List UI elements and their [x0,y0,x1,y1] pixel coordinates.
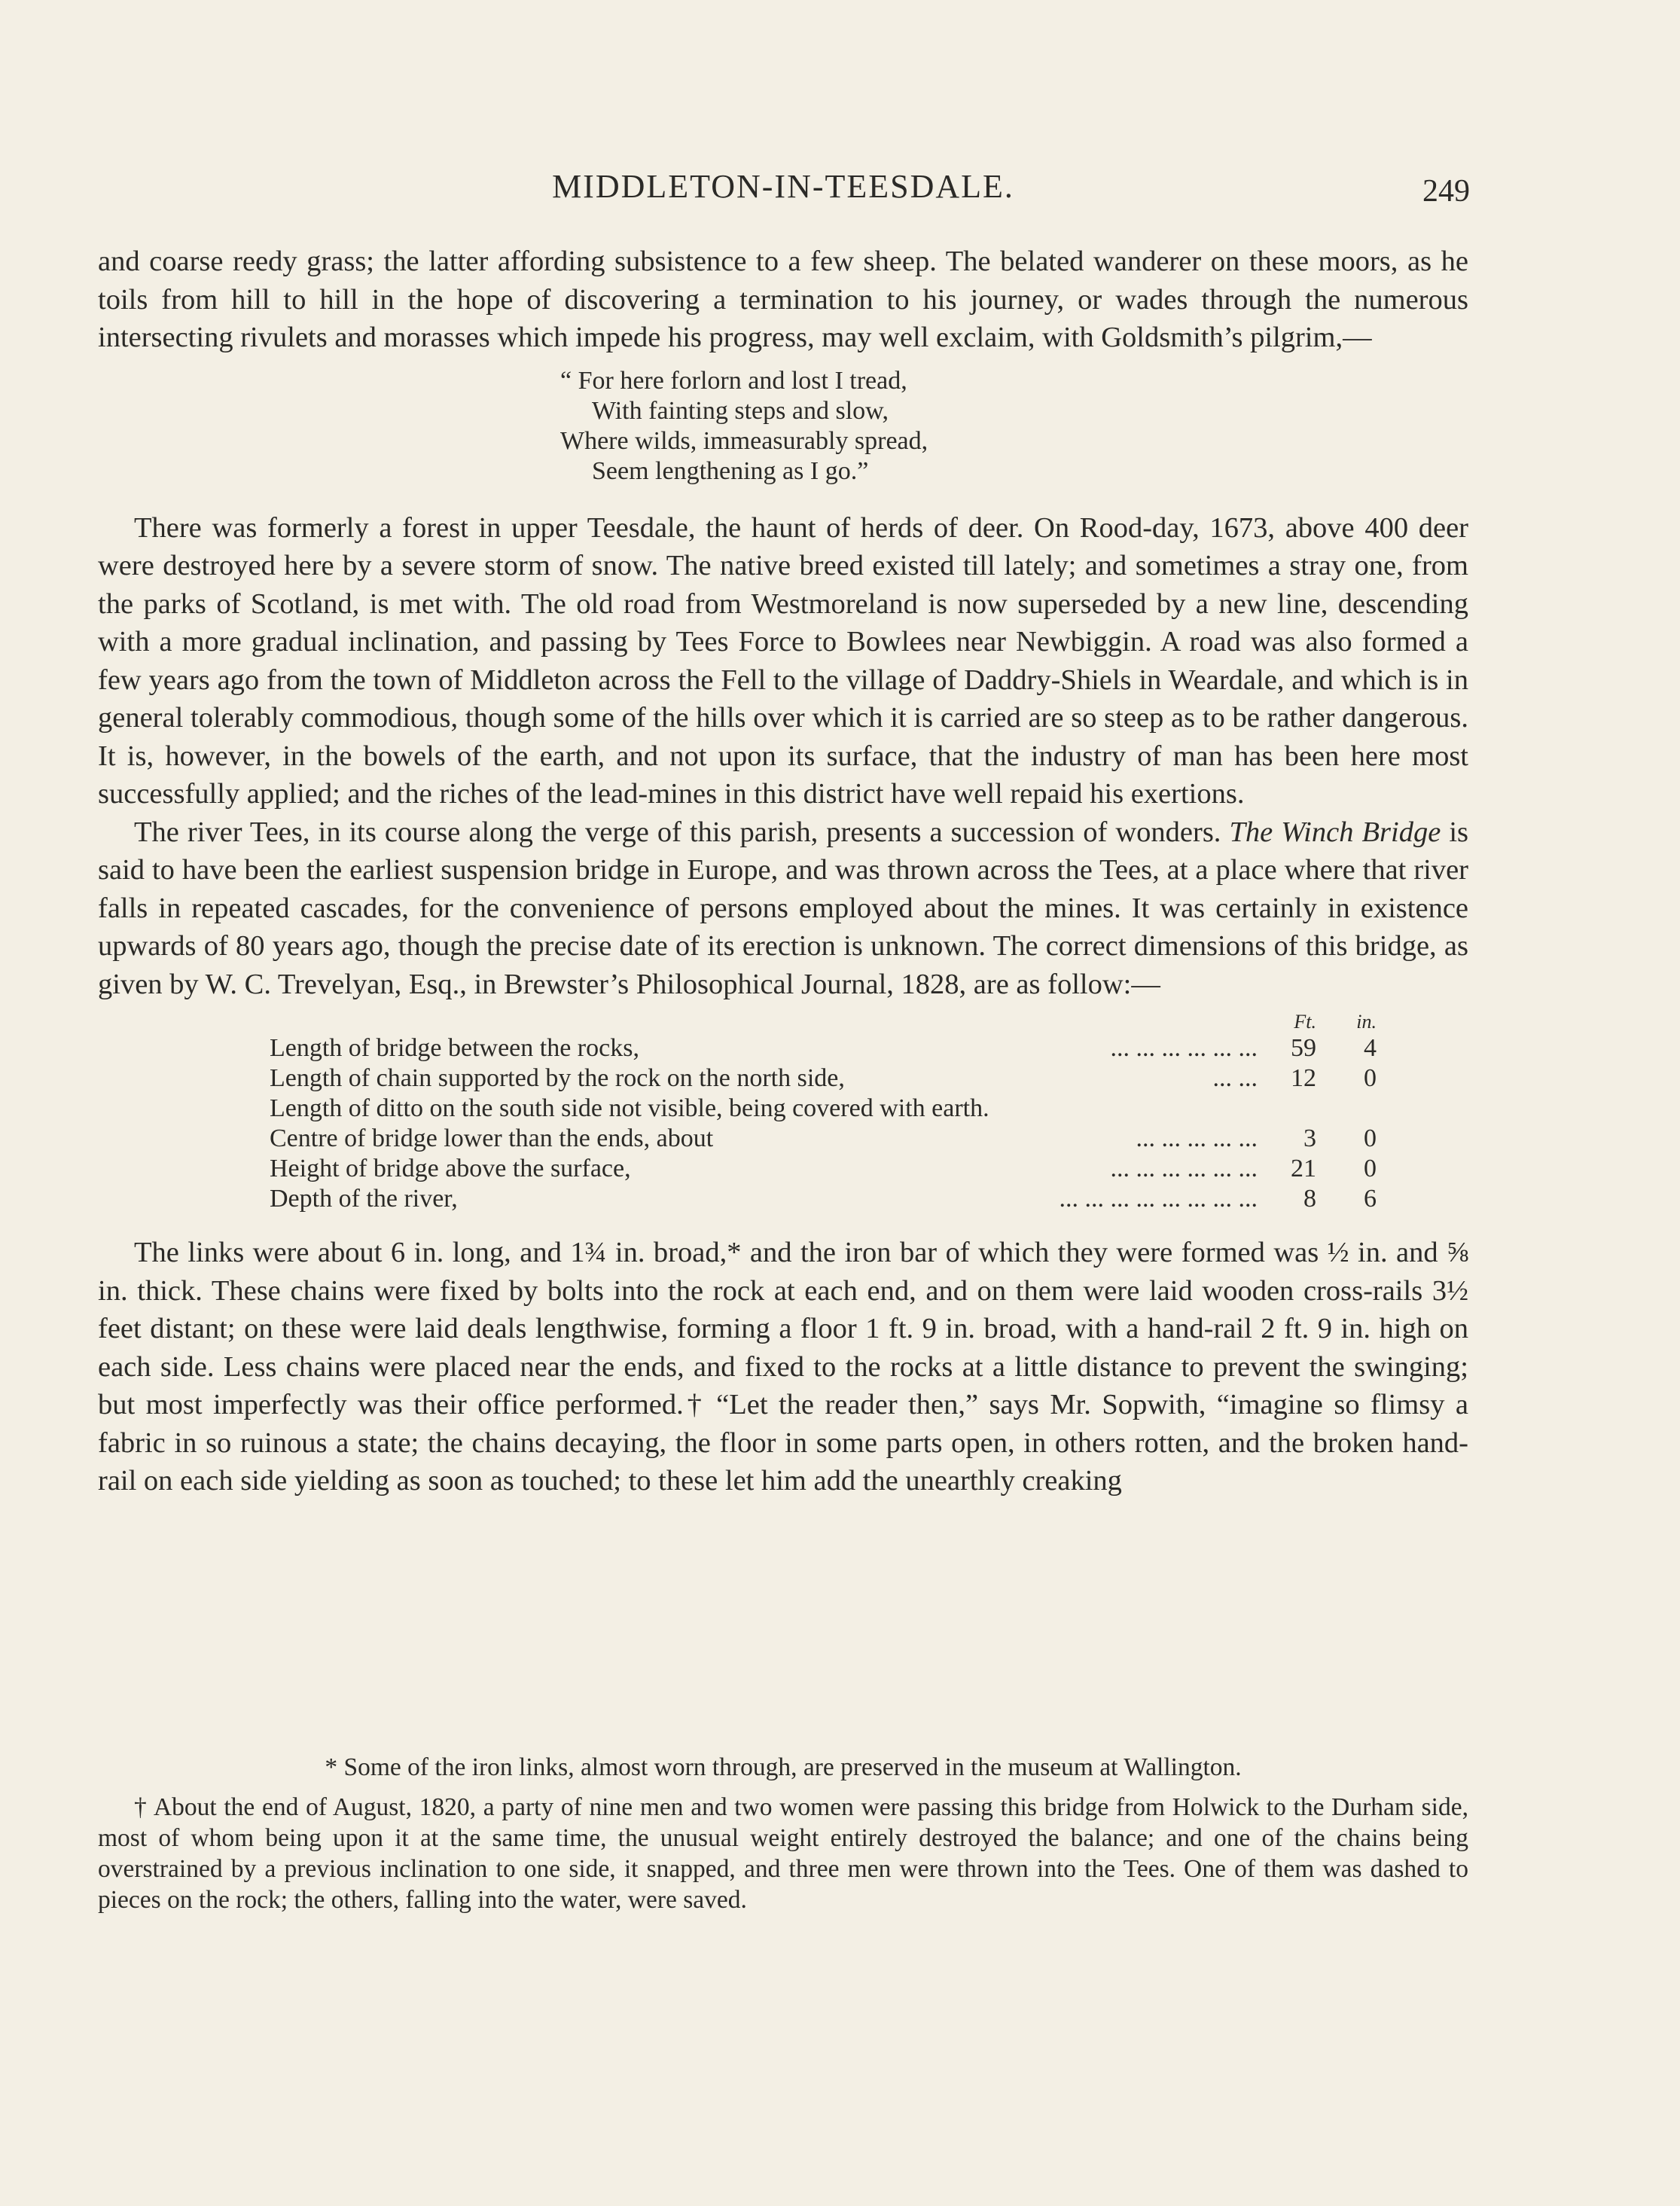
bridge-dimensions-table [270,1011,1377,1214]
row-label: Centre of bridge lower than the ends, about [270,1124,714,1152]
row-inches: 0 [1364,1124,1377,1152]
row-inches: 0 [1364,1155,1377,1182]
table-row [270,1154,1377,1184]
verse-quote [560,366,1468,487]
winch-bridge-title: The Winch Bridge [1229,816,1441,848]
row-label: Length of bridge between the rocks, [270,1034,639,1062]
row-dots: ... ... [1212,1064,1258,1092]
page-number: 249 [1422,174,1470,209]
row-label: Length of ditto on the south side not visible, being covered with earth. [270,1094,989,1122]
row-label: Depth of the river, [270,1185,458,1213]
footnotes [98,1752,1468,1924]
row-feet: 12 [1291,1064,1316,1092]
row-dots: ... ... ... ... ... ... [1110,1155,1258,1182]
row-dots: ... ... ... ... ... [1136,1124,1258,1152]
table-row [270,1094,1377,1124]
row-label: Height of bridge above the surface, [270,1155,631,1182]
footnote-1: * Some of the iron links, almost worn through, are preserved in the museum at Wallington. [325,1753,1242,1781]
row-feet: 21 [1291,1155,1316,1182]
paragraph-4: The links were about 6 in. long, and 1¾ in. broad,* and the iron bar of which they were formed was ½ in. and ⅝ in. thick. These chains were fixed by bolts into the rock at each end, and on them were laid wooden cross-rails 3½ feet distant; on these were laid deals lengthwise, forming a floor 1 ft. 9 in. broad, with a hand-rail 2 ft. 9 in. high on each side. Less chains were placed near the ends, and fixed to the rocks at a little distance to prevent the swinging; but most imperfectly was their office performed.† “Let the reader then,” says Mr. Sopwith, “imagine so flimsy a fabric in so ruinous a state; the chains decaying, the floor in some parts open, in others rotten, and the broken hand-rail on each side yielding as soon as touched; to these let him add the unearthly creaking [98,1237,1468,1497]
row-feet: 3 [1303,1124,1316,1152]
paragraph-1: and coarse reedy grass; the latter affording subsistence to a few sheep. The belated wanderer on these moors, as he toils from hill to hill in the hope of discovering a termination to his journey, or wades through the numerous intersecting rivulets and morasses which impede his progress, may well exclaim, with Goldsmith’s pilgrim,— [98,246,1468,353]
body-text [98,243,1468,1500]
row-inches [1316,1094,1377,1124]
verse-line-4: Seem lengthening as I go.” [592,456,869,485]
verse-line-3: Where wilds, immeasurably spread, [560,426,928,455]
row-inches: 0 [1364,1064,1377,1092]
verse-line-1: “ For here forlorn and lost I tread, [560,366,907,395]
table-header-row [270,1011,1377,1033]
verse-line-2: With fainting steps and slow, [592,396,889,425]
row-label: Length of chain supported by the rock on the north side, [270,1064,845,1092]
row-feet: 59 [1291,1034,1316,1062]
row-inches: 6 [1364,1185,1377,1213]
footnote-2: † About the end of August, 1820, a party of nine men and two women were passing this bridge from Holwick to the Durham side, most of whom being upon it at the same time, the unusual weight entirely destroyed the balance; and one of the chains being overstrained by a previous inclination to one side, it snapped, and three men were thrown into the Tees. One of them was dashed to pieces on the rock; the others, falling into the water, were saved. [98,1793,1468,1914]
table-row [270,1063,1377,1094]
row-dots: ... ... ... ... ... ... ... ... [1059,1185,1258,1213]
paragraph-3-lead: The river Tees, in its course along the verge of this parish, presents a succession of wonders. [134,816,1221,848]
paragraph-3 [98,813,1468,1004]
column-header-feet: Ft. [1294,1011,1316,1033]
table-row [270,1033,1377,1063]
table-row [270,1184,1377,1214]
table-row [270,1124,1377,1154]
row-feet: 8 [1303,1185,1316,1213]
row-inches: 4 [1364,1034,1377,1062]
row-feet [1264,1094,1316,1124]
row-dots: ... ... ... ... ... ... [1110,1034,1258,1062]
column-header-inches: in. [1356,1011,1377,1033]
page-header [98,167,1468,212]
paragraph-3-rest: is said to have been the earliest suspension bridge in Europe, and was thrown across the Tees, at a place where that river falls in repeated cascades, for the convenience of persons employed about the mines. It was certainly in existence upwards of 80 years ago, though the precise date of its erection is unknown. The correct dimensions of this bridge, as given by W. C. Trevelyan, Esq., in Brewster’s Philosophical Journal, 1828, are as follow:— [98,816,1468,1000]
running-head: MIDDLETON-IN-TEESDALE. [552,168,1014,205]
paragraph-2: There was formerly a forest in upper Teesdale, the haunt of herds of deer. On Rood-day, 1673, above 400 deer were destroyed here by a severe storm of snow. The native breed existed till lately; and sometimes a stray one, from the parks of Scotland, is met with. The old road from Westmoreland is now superseded by a new line, descending with a more gradual inclination, and passing by Tees Force to Bowlees near Newbiggin. A road was also formed a few years ago from the town of Middleton across the Fell to the village of Daddry-Shiels in Weardale, and which is in general tolerably commodious, though some of the hills over which it is carried are so steep as to be rather dangerous. It is, however, in the bowels of the earth, and not upon its surface, that the industry of man has been here most successfully applied; and the riches of the lead-mines in this district have well repaid his exertions. [98,511,1468,810]
